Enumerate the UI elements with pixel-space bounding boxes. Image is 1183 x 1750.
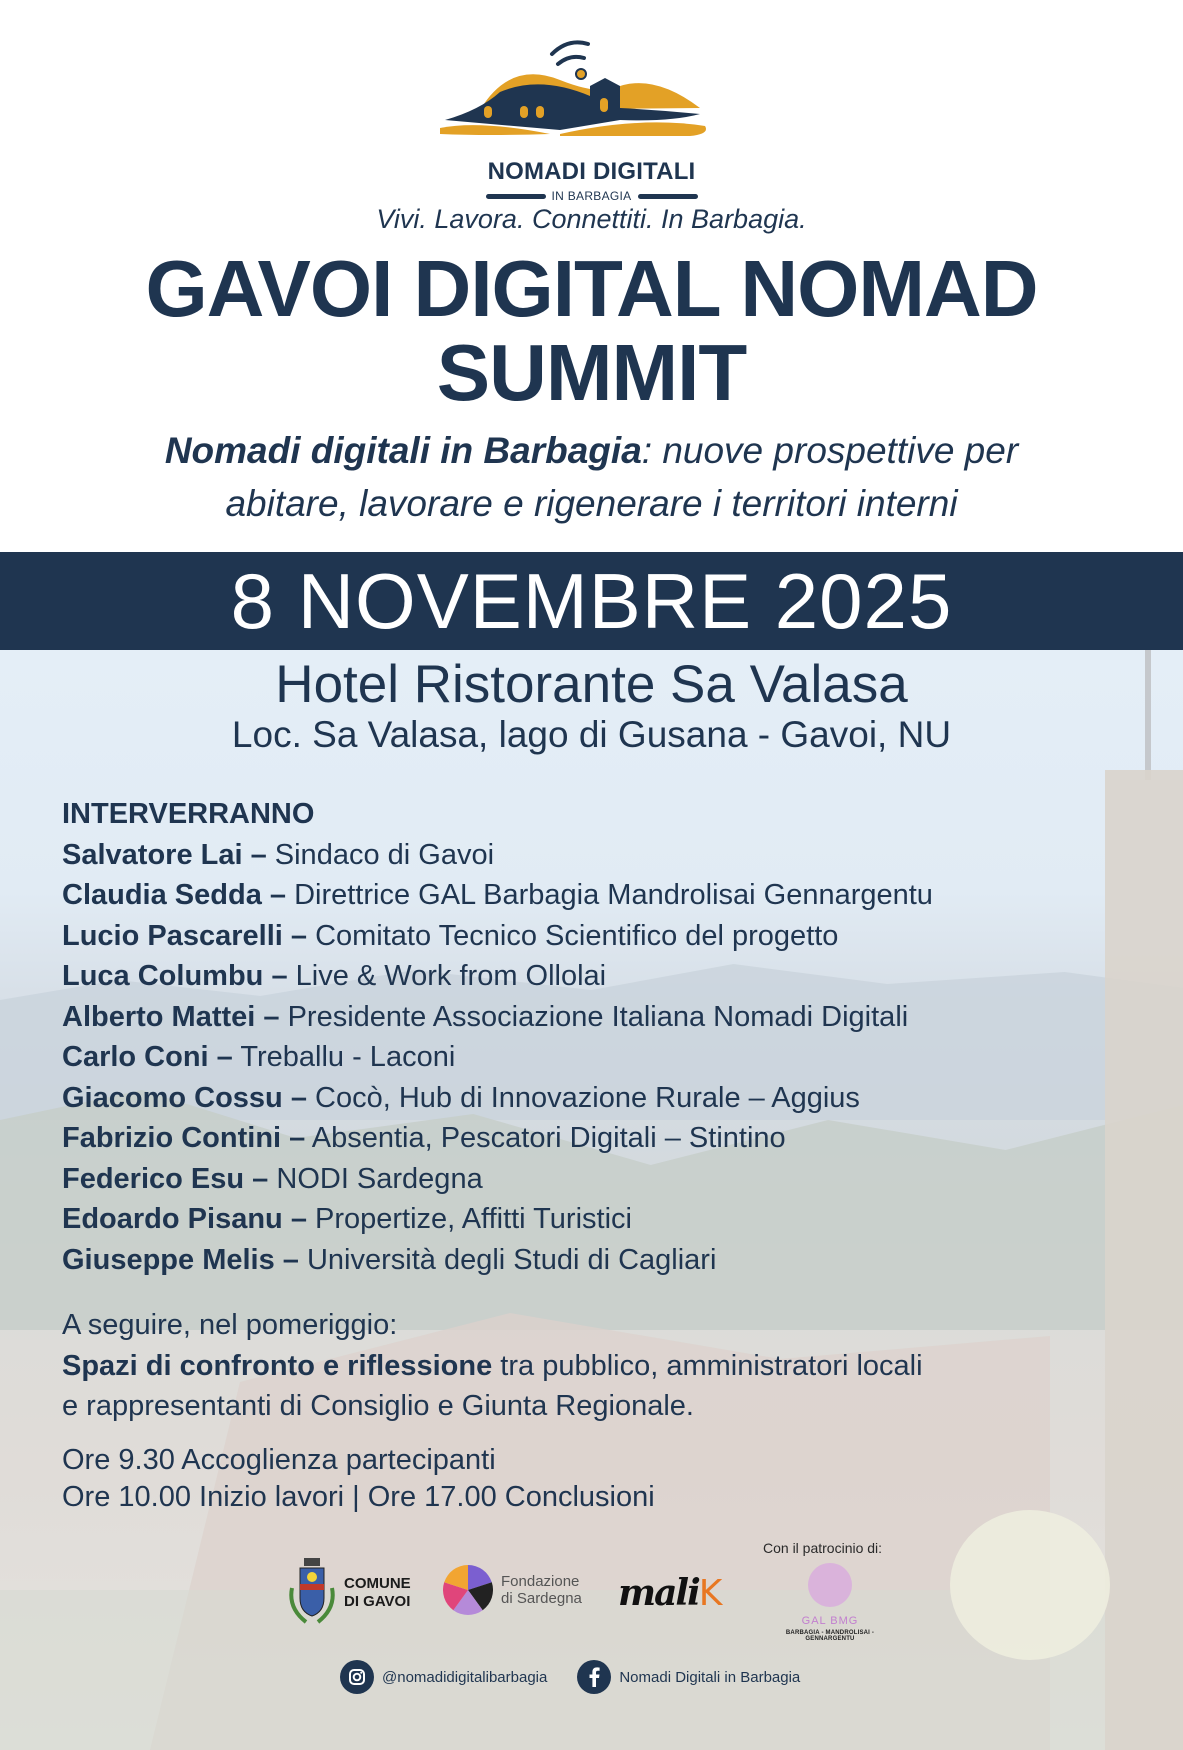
subtitle-rest: : nuove prospettive per <box>641 430 1019 471</box>
speaker-role: Comitato Tecnico Scientifico del progetto <box>307 919 839 952</box>
schedule-line-2: Ore 10.00 Inizio lavori | Ore 17.00 Conclusioni <box>62 1481 655 1513</box>
subtitle-line-2: abitare, lavorare e rigenerare i territori interni <box>225 483 958 524</box>
instagram-handle: @nomadidigitalibarbagia <box>382 1668 548 1686</box>
speaker-role: NODI Sardegna <box>268 1162 483 1195</box>
speaker-row <box>62 1240 933 1281</box>
speaker-name: Carlo Coni – <box>62 1041 233 1073</box>
facebook-link[interactable] <box>577 1660 800 1694</box>
speaker-row <box>62 1199 933 1240</box>
subtitle <box>0 424 1183 530</box>
gal-sub: BARBAGIA - MANDROLISAI - GENNARGENTU <box>785 1630 875 1642</box>
afternoon-intro: A seguire, nel pomeriggio: <box>62 1309 398 1341</box>
speaker-name: Giacomo Cossu – <box>62 1081 307 1114</box>
gal-flower-icon <box>808 1563 852 1607</box>
header <box>0 0 1183 552</box>
speaker-row <box>62 1159 933 1200</box>
date-banner <box>0 552 1183 650</box>
instagram-icon <box>340 1660 374 1694</box>
speaker-name: Luca Columbu – <box>62 960 288 992</box>
speakers-list <box>62 794 933 1280</box>
fondazione-sardegna-logo <box>443 1565 582 1615</box>
speakers-heading: INTERVERRANNO <box>62 798 315 830</box>
stone-wall <box>1105 770 1183 1750</box>
speaker-row <box>62 875 933 916</box>
tagline: Vivi. Lavora. Connettiti. In Barbagia. <box>376 204 807 234</box>
fondazione-line-1: Fondazione <box>501 1573 580 1590</box>
afternoon-section <box>62 1305 923 1427</box>
speaker-row <box>62 835 933 876</box>
coat-of-arms-icon <box>286 1558 338 1628</box>
speaker-role: Treballu - Laconi <box>232 1041 456 1073</box>
social-links <box>340 1660 800 1694</box>
speaker-name: Salvatore Lai – <box>62 838 267 871</box>
speaker-name: Claudia Sedda – <box>62 879 287 911</box>
fondazione-line-2: di Sardegna <box>501 1590 582 1607</box>
gal-bmg-logo <box>770 1563 890 1642</box>
speaker-row <box>62 1078 933 1119</box>
event-date: 8 NOVEMBRE 2025 <box>230 556 953 645</box>
malik-logo <box>618 1572 720 1614</box>
title-line-1: GAVOI DIGITAL NOMAD <box>145 244 1038 333</box>
facebook-icon <box>577 1660 611 1694</box>
afternoon-line-3: e rappresentanti di Consiglio e Giunta Regionale. <box>62 1390 694 1422</box>
gavoi-line-1: COMUNE <box>344 1575 411 1592</box>
speaker-name: Lucio Pascarelli – <box>62 919 308 952</box>
schedule-line-1: Ore 9.30 Accoglienza partecipanti <box>62 1444 496 1476</box>
speaker-role: Università degli Studi di Cagliari <box>298 1243 717 1276</box>
speaker-role: Cocò, Hub di Innovazione Rurale – Aggius <box>306 1081 860 1114</box>
fondazione-star-icon <box>443 1565 493 1615</box>
patronage-label: Con il patrocinio di: <box>763 1540 883 1556</box>
subtitle-bold: Nomadi digitali in Barbagia <box>164 430 642 471</box>
gavoi-line-2: DI GAVOI <box>344 1593 411 1610</box>
speaker-row <box>62 916 933 957</box>
speaker-name: Edoardo Pisanu – <box>62 1203 307 1235</box>
venue-name: Hotel Ristorante Sa Valasa <box>275 655 908 714</box>
hills-house-wifi-icon <box>440 30 740 150</box>
malik-accent: K <box>698 1573 721 1614</box>
speaker-role: Live & Work from Ollolai <box>287 960 607 992</box>
gavoi-text <box>344 1575 411 1611</box>
page-title <box>0 244 1183 417</box>
logo-sub-text: IN BARBAGIA <box>551 189 632 203</box>
venue-address: Loc. Sa Valasa, lago di Gusana - Gavoi, NU <box>231 714 952 755</box>
speaker-role: Presidente Associazione Italiana Nomadi Digitali <box>279 1000 909 1033</box>
speaker-role: Sindaco di Gavoi <box>266 838 495 871</box>
speaker-row <box>62 997 933 1038</box>
logo-subtitle <box>0 189 1183 203</box>
speaker-role: Absentia, Pescatori Digitali – Stintino <box>305 1122 786 1154</box>
title-line-2: SUMMIT <box>436 328 747 417</box>
speaker-name: Fabrizio Contini – <box>62 1122 306 1154</box>
speaker-row <box>62 1118 933 1159</box>
gal-name: GAL BMG <box>801 1615 859 1627</box>
divider <box>486 194 546 199</box>
divider <box>638 194 698 199</box>
afternoon-rest: tra pubblico, amministratori locali <box>492 1349 923 1382</box>
facebook-label: Nomadi Digitali in Barbagia <box>619 1668 801 1686</box>
speaker-name: Giuseppe Melis – <box>62 1243 299 1276</box>
comune-di-gavoi-logo <box>286 1558 411 1628</box>
instagram-link[interactable] <box>340 1660 547 1694</box>
white-rose <box>950 1510 1110 1660</box>
speaker-role: Direttrice GAL Barbagia Mandrolisai Gennargentu <box>286 879 933 911</box>
afternoon-bold: Spazi di confronto e riflessione <box>62 1349 493 1382</box>
logo-name: NOMADI DIGITALI <box>487 158 696 185</box>
speaker-row <box>62 956 933 997</box>
speaker-row <box>62 1037 933 1078</box>
fondazione-text <box>501 1573 582 1607</box>
speaker-role: Propertize, Affitti Turistici <box>306 1203 632 1235</box>
speaker-name: Alberto Mattei – <box>62 1000 280 1033</box>
malik-text: mali <box>618 1572 699 1614</box>
schedule <box>62 1442 655 1516</box>
speaker-name: Federico Esu – <box>62 1162 269 1195</box>
